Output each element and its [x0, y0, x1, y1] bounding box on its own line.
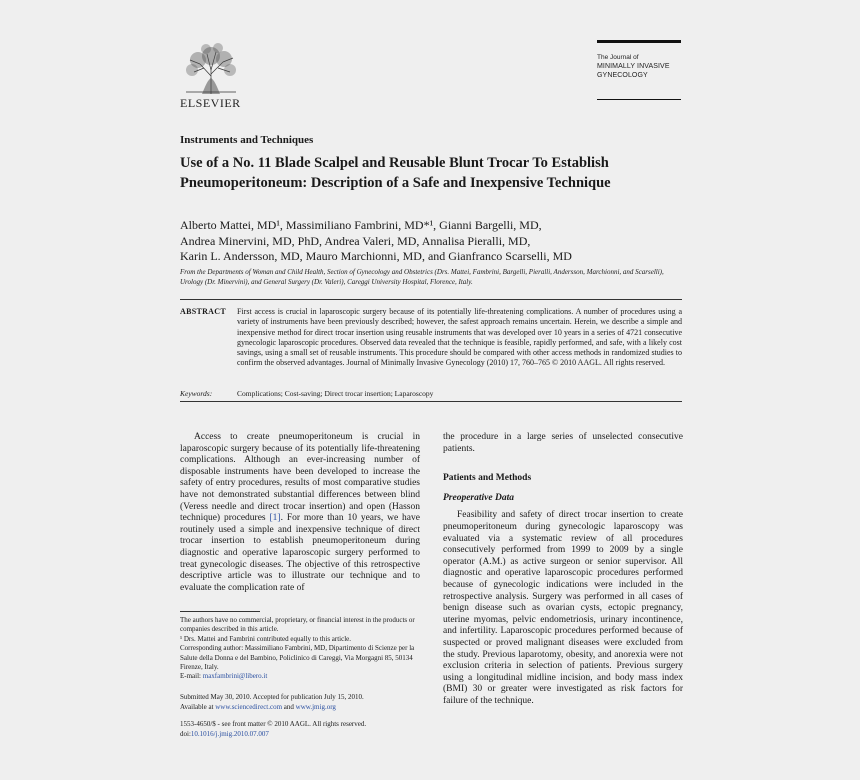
intro-paragraph — [180, 432, 420, 594]
issn-line: 1553-4650/$ - see front matter © 2010 AAGL. All rights reserved. — [180, 720, 367, 728]
authors-line-2: Andrea Minervini, MD, PhD, Andrea Valeri, MD, Annalisa Pieralli, MD, — [180, 233, 531, 248]
article-title: Use of a No. 11 Blade Scalpel and Reusable Blunt Trocar To Establish Pneumoperitoneum: Description of a Safe and Inexpensive Technique — [180, 155, 611, 191]
footnote-divider — [180, 611, 260, 612]
email-link[interactable]: maxfambrini@libero.it — [202, 672, 268, 681]
intro-text-b: . For more than 10 years, we have routinely used a simple and inexpensive technique of direct trocar insertion to establish pneumoperitoneum during diagnostic and operative laparoscopic surgery performed to treat gynecologic diseases. The objective of this retrospective descriptive article was to illustrate our technique and to evaluate the complication rate of — [180, 513, 420, 593]
abstract-text: First access is crucial in laparoscopic surgery because of its potentially life-threatening complications. A number of procedures using a variety of instruments have been previously described; however, the safest approach remains uncertain. Herein, we describe a simple and inexpensive method for direct trocar insertion using reusable instruments that was developed over 10 years in a series of 4721 consecutive gynecologic laparoscopic procedures. Observed data revealed that the technique is feasible, rapidly performed, and safe, with a likely cost savings, using a small set of reusable instruments. This procedure should be compared with other access methods in randomized studies to confirm the observed advantages. Journal of Minimally Invasive Gynecology (2010) 17, 760–765 © 2010 AAGL. All rights reserved. — [237, 307, 682, 368]
sciencedirect-link[interactable]: www.sciencedirect.com — [215, 702, 283, 711]
body-column-right — [443, 432, 683, 707]
section-heading: Instruments and Techniques — [180, 134, 314, 146]
footnote-corresponding: Corresponding author: Massimiliano Fambrini, MD, Dipartimento di Scienze per la Salute della Donna e del Bambino, Policlinico di Careggi, Via Morgagni 85, 50134 Firenze, Italy. — [180, 644, 415, 672]
intro-text-a: Access to create pneumoperitoneum is crucial in laparoscopic surgery because of its potentially life-threatening complications. Although an ever-increasing number of disposable instruments have been developed to increase the safety of entry procedures, results of most comparative studies have not demonstrated substantial differences between blind (Veress needle and direct trocar insertion) and open (Hasson technique) procedures — [180, 432, 420, 524]
submission-info — [180, 693, 423, 712]
heading-patients-methods: Patients and Methods — [443, 473, 532, 484]
issn-info — [180, 720, 423, 739]
footnote-email — [180, 672, 423, 681]
author-list — [180, 218, 680, 265]
body-column-left — [180, 432, 420, 594]
doi-link[interactable]: 10.1016/j.jmig.2010.07.007 — [190, 729, 269, 738]
keywords-label: Keywords: — [180, 389, 213, 398]
affiliation: From the Departments of Woman and Child Health, Section of Gynecology and Obstetrics (Drs. Mattei, Fambrini, Bargelli, Pieralli, Andersson, Marchionni, and Scarselli), Urology (Dr. Minervini), and General Surgery (Dr. Valeri), Careggi University Hospital, Florence, Italy. — [180, 268, 664, 286]
tree-icon — [180, 40, 242, 96]
footnote-equal: ¹ Drs. Mattei and Fambrini contributed equally to this article. — [180, 634, 352, 643]
available-prefix: Available at — [180, 702, 216, 711]
footnote-conflict: The authors have no commercial, proprietary, or financial interest in the products or companies described in this article. — [180, 616, 415, 634]
keywords-list: Complications; Cost-saving; Direct trocar insertion; Laparoscopy — [237, 389, 434, 398]
journal-masthead — [597, 40, 681, 100]
email-label: E-mail: — [180, 672, 203, 681]
journal-line-3: GYNECOLOGY — [597, 72, 648, 79]
doi-line — [180, 730, 423, 740]
heading-preoperative-data: Preoperative Data — [443, 492, 514, 503]
authors-line-3: Karin L. Andersson, MD, Mauro Marchionni, MD, and Gianfranco Scarselli, MD — [180, 249, 572, 263]
doi-prefix: doi: — [180, 729, 191, 738]
journal-line-1: The Journal of — [597, 54, 639, 61]
publisher-name: ELSEVIER — [180, 96, 241, 110]
submitted-dates: Submitted May 30, 2010. Accepted for publication July 15, 2010. — [180, 693, 364, 701]
abstract-label: ABSTRACT — [180, 307, 226, 316]
journal-line-2: MINIMALLY INVASIVE — [597, 63, 670, 70]
available-and: and — [282, 702, 296, 711]
methods-paragraph: Feasibility and safety of direct trocar insertion to create pneumoperitoneum during gynecologic laparoscopy was evaluated via a systematic review of all procedures consecutively performed from 1999 to 2009 by a single operator (A.M.) as active surgeon or senior supervisor. All diagnostic and operative laparoscopic procedures performed because of gynecologic indications were included in the retrospective analysis. Surgery was performed in all cases of benign disease such as ovarian cysts, ectopic pregnancy, uterine myomas, pelvic endometriosis, urinary incontinence, and infertility. Laparoscopic procedures performed because of suspected or proved malignant diseases were excluded from the study. Previous laparotomy, obesity, and anorexia were not exclusion criteria in selection of patients. Previous surgery using a longitudinal midline incision, and body mass index (BMI) 30 or greater were investigated as risk factors for failure of the technique. — [443, 510, 683, 706]
citation-link[interactable]: [1] — [269, 513, 281, 524]
footnotes — [180, 616, 423, 682]
jmig-link[interactable]: www.jmig.org — [295, 702, 336, 711]
authors-line-1: Alberto Mattei, MD¹, Massimiliano Fambrini, MD*¹, Gianni Bargelli, MD, — [180, 218, 542, 232]
available-at — [180, 703, 423, 713]
intro-continuation: the procedure in a large series of unselected consecutive patients. — [443, 432, 683, 454]
